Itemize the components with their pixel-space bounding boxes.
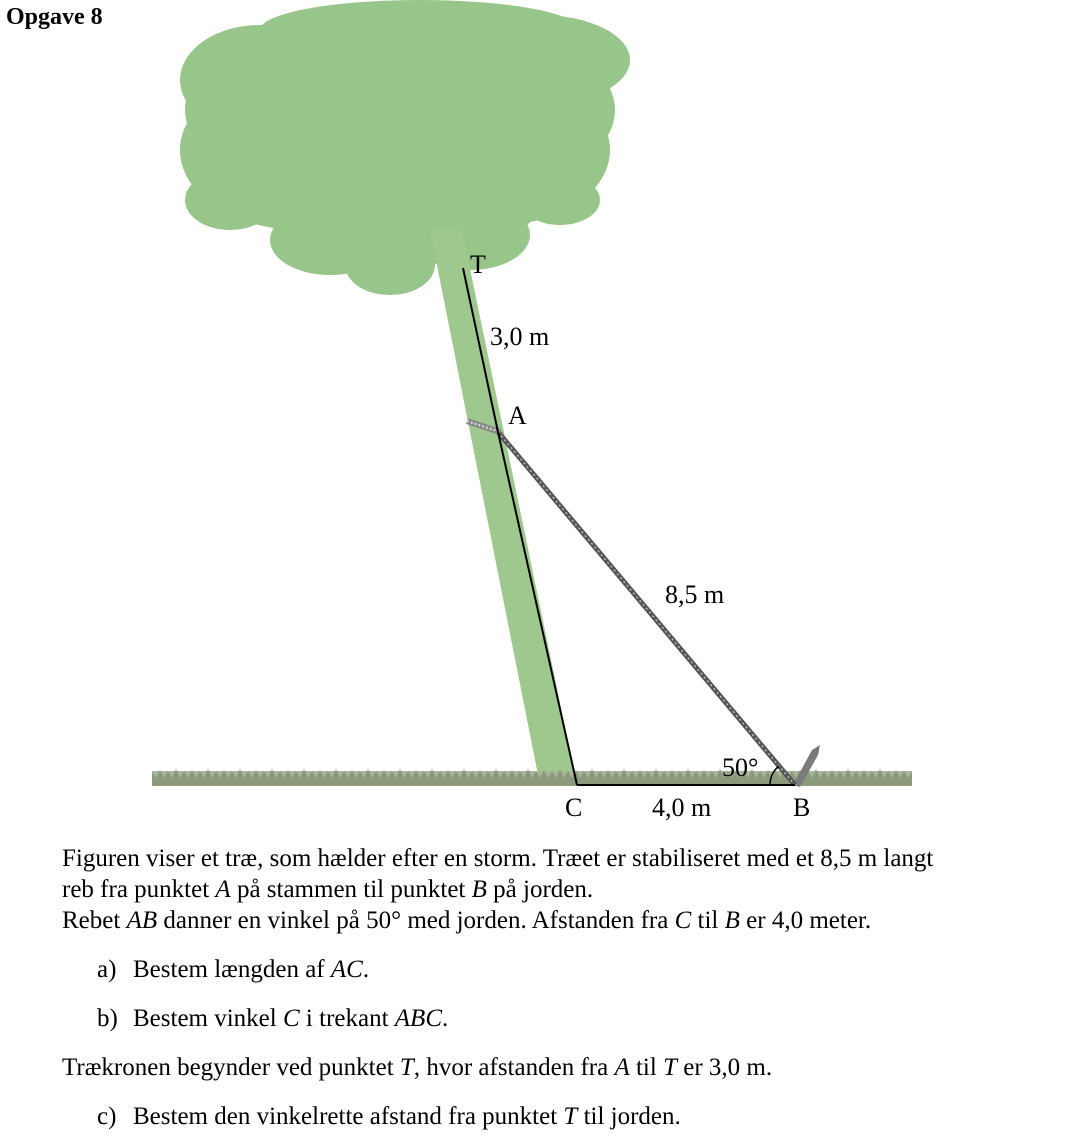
label-point-b: B [793,793,811,822]
label-point-t: T [470,250,486,279]
question-a: a) Bestem længden af AC. [97,956,370,983]
task-heading: Opgave 8 [6,4,103,30]
tree-crown [180,0,630,295]
label-point-a: A [508,401,527,430]
intro-line-2: reb fra punktet A på stammen til punktet B på jorden. [62,876,594,903]
label-length-ab: 8,5 m [665,580,725,609]
task-text [62,843,1052,1132]
paragraph-2: Trækronen begynder ved punktet T, hvor afstanden fra A til T er 3,0 m. [62,1054,773,1081]
label-length-cb: 4,0 m [652,793,712,822]
tree-trunk [430,230,577,785]
intro-line-3: Rebet AB danner en vinkel på 50° med jorden. Afstanden fra C til B er 4,0 meter. [62,907,872,934]
label-length-ta: 3,0 m [490,322,550,351]
label-point-c: C [565,793,583,822]
intro-line-1: Figuren viser et træ, som hælder efter en storm. Træet er stabiliseret med et 8,5 m langt [62,845,934,872]
question-c: c) Bestem den vinkelrette afstand fra punktet T til jorden. [97,1103,681,1130]
label-angle-b: 50° [722,753,759,782]
question-b: b) Bestem vinkel C i trekant ABC. [97,1005,449,1032]
